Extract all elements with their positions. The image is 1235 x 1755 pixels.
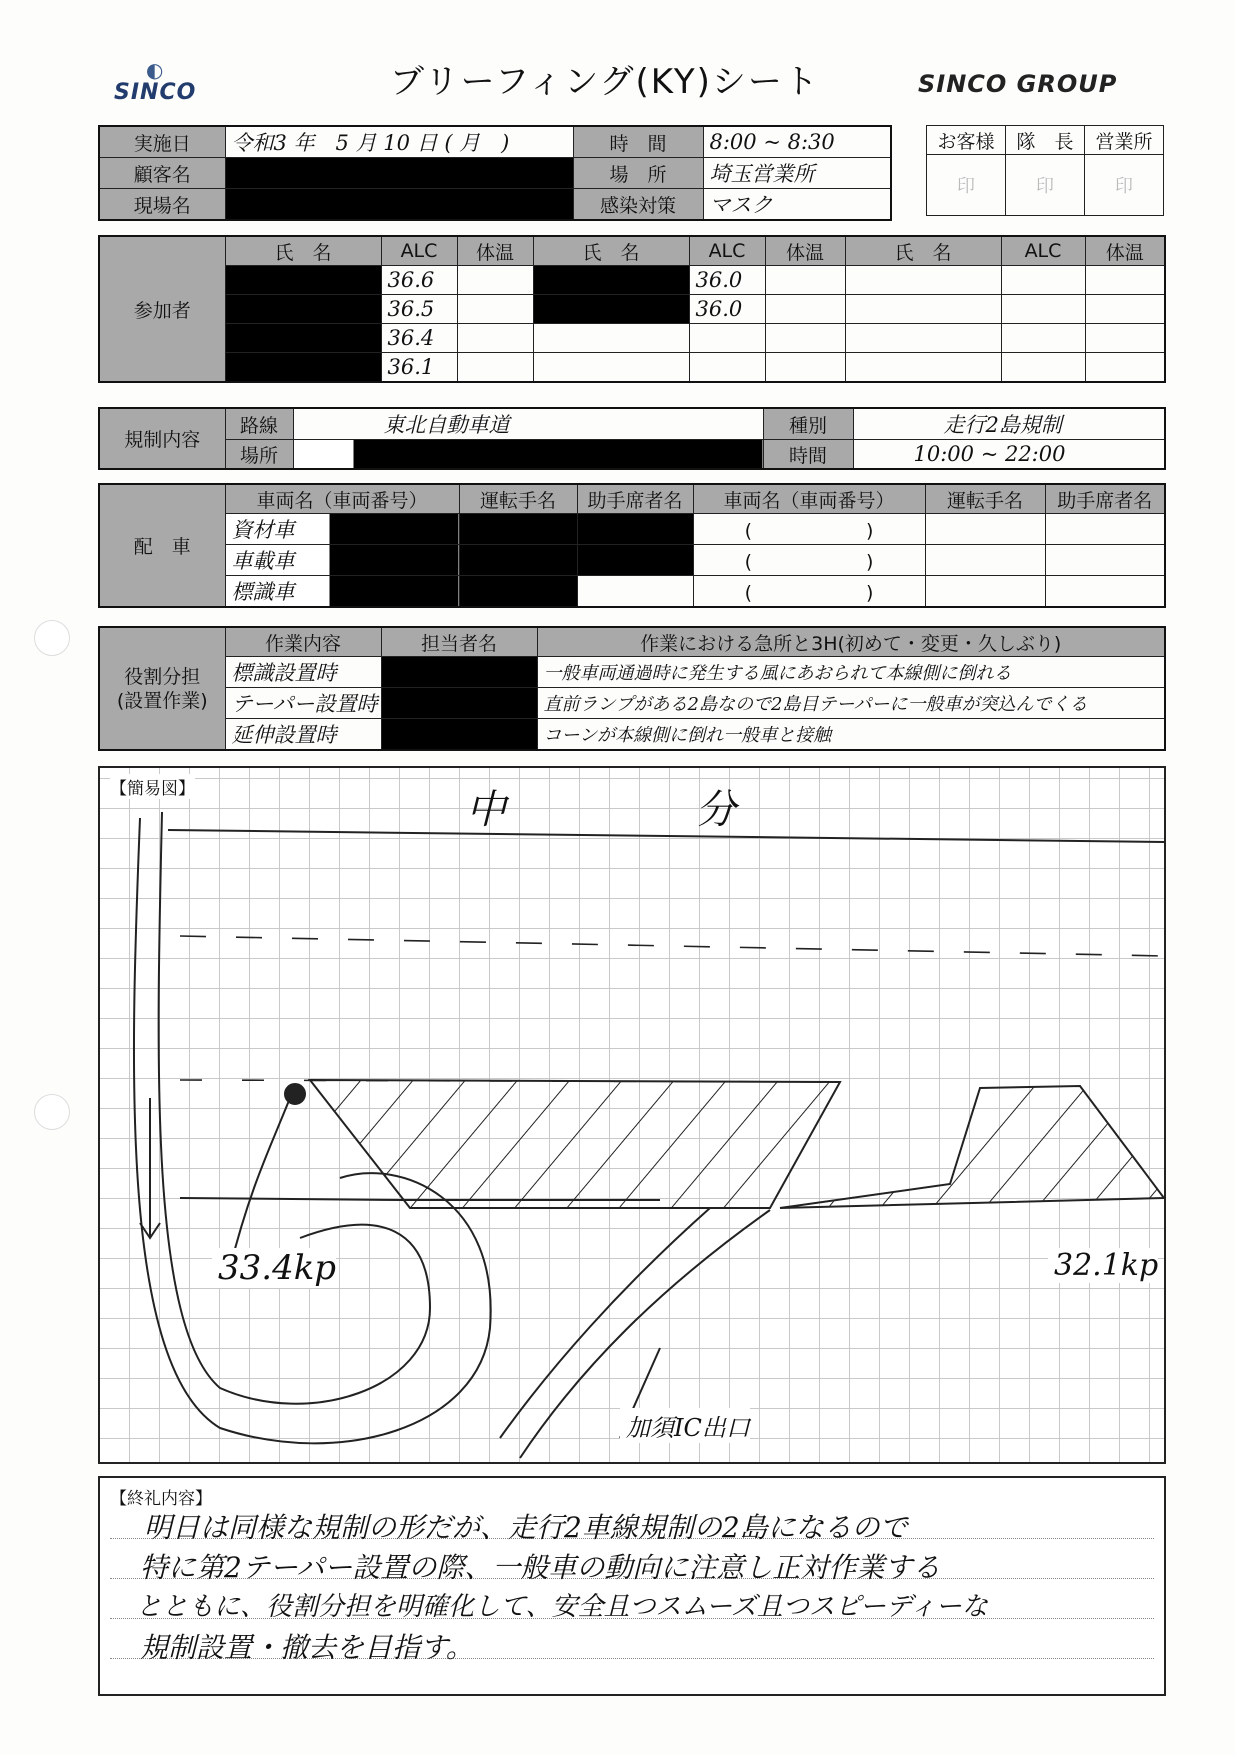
approval-office-label: 営業所 bbox=[1085, 126, 1164, 155]
regulation-table bbox=[98, 407, 1166, 470]
stamp-office: 印 bbox=[1085, 155, 1164, 216]
diagram-text-naka: 中 bbox=[466, 787, 506, 833]
role-task: 標識設置時 bbox=[225, 657, 381, 688]
assistant-redacted bbox=[577, 545, 693, 576]
diagram-panel bbox=[98, 766, 1166, 1464]
stamp-leader: 印 bbox=[1006, 155, 1085, 216]
col-assistant-2: 助手席者名 bbox=[1045, 484, 1165, 514]
dispatch-label: 配 車 bbox=[99, 484, 225, 607]
date-value: 令和3 年 5 月 10 日 ( 月 ) bbox=[225, 126, 573, 158]
driver-redacted bbox=[459, 514, 577, 545]
col-name-2: 氏 名 bbox=[533, 236, 689, 266]
closing-line: 明日は同様な規制の形だが、走行2車線規制の2島になるので bbox=[144, 1511, 908, 1544]
col-temp-1: 体温 bbox=[457, 236, 533, 266]
approval-customer-label: お客様 bbox=[927, 126, 1006, 155]
role-hazard: コーンが本線側に倒れ一般車と接触 bbox=[537, 719, 1165, 751]
customer-value-redacted bbox=[225, 158, 573, 189]
taper-1 bbox=[310, 1080, 840, 1208]
exit-label: 加須IC出口 bbox=[620, 1408, 750, 1443]
assistant-cell bbox=[577, 576, 693, 608]
roles-label-line2: (設置作業) bbox=[116, 689, 208, 712]
kp-pointer bbox=[230, 1098, 290, 1268]
kp-left-label: 33.4kp bbox=[212, 1248, 336, 1288]
role-person-redacted bbox=[381, 719, 537, 751]
roles-label-line1: 役割分担 bbox=[124, 665, 201, 688]
participant-alc: 36.1 bbox=[381, 353, 457, 383]
info-table bbox=[98, 125, 892, 221]
punch-hole-bottom bbox=[34, 1094, 70, 1130]
closing-line: 規制設置・撤去を目指す。 bbox=[140, 1631, 474, 1664]
participant-name-redacted bbox=[533, 295, 689, 324]
site-value-redacted bbox=[225, 189, 573, 221]
stamp-customer: 印 bbox=[927, 155, 1006, 216]
logo-globe-icon: ◐ bbox=[146, 58, 164, 82]
vehicle-cell bbox=[225, 514, 459, 545]
approval-table bbox=[926, 125, 1164, 216]
site-label: 現場名 bbox=[99, 189, 225, 221]
col-task: 作業内容 bbox=[225, 627, 381, 657]
col-person: 担当者名 bbox=[381, 627, 537, 657]
participant-alc: 36.6 bbox=[381, 266, 457, 295]
approval-leader-label: 隊 長 bbox=[1006, 126, 1085, 155]
col-temp-3: 体温 bbox=[1085, 236, 1165, 266]
col-alc-3: ALC bbox=[1001, 236, 1085, 266]
closing-line: とともに、役割分担を明確化して、安全且つスムーズ且つスピーディーな bbox=[136, 1592, 988, 1622]
place-label: 場 所 bbox=[573, 158, 703, 189]
route-value: 東北自動車道 bbox=[293, 408, 763, 440]
participant-name-redacted bbox=[225, 324, 381, 353]
roles-label bbox=[99, 627, 225, 750]
assistant-redacted bbox=[577, 514, 693, 545]
col-vehicle-1: 車両名（車両番号） bbox=[225, 484, 459, 514]
driver-redacted bbox=[459, 576, 577, 608]
reg-time-label: 時間 bbox=[763, 440, 853, 470]
closing-label: 【終礼内容】 bbox=[110, 1489, 212, 1509]
logo-left-text: SINCO bbox=[114, 80, 197, 105]
page-title: ブリーフィング(KY)シート bbox=[390, 62, 820, 102]
diagram-text-bun: 分 bbox=[696, 787, 736, 833]
location-value-redacted bbox=[293, 440, 763, 470]
role-hazard: 直前ランプがある2島なので2島目テーパーに一般車が突込んでくる bbox=[537, 688, 1165, 719]
sinco-logo bbox=[108, 58, 218, 110]
vehicle-number-blank: ( ) bbox=[693, 514, 925, 545]
exit-ramp-2 bbox=[500, 1208, 710, 1438]
participant-alc: 36.0 bbox=[689, 295, 765, 324]
roles-table bbox=[98, 626, 1166, 751]
regulation-label: 規制内容 bbox=[99, 408, 225, 469]
col-alc-1: ALC bbox=[381, 236, 457, 266]
closing-line: 特に第2テーパー設置の際、一般車の動向に注意し正対作業する bbox=[140, 1551, 941, 1584]
sinco-group-logo: SINCO GROUP bbox=[918, 70, 1118, 98]
col-hazard: 作業における急所と3H(初めて・変更・久しぶり) bbox=[537, 627, 1165, 657]
participants-label: 参加者 bbox=[99, 236, 225, 382]
role-hazard: 一般車両通過時に発生する風にあおられて本線側に倒れる bbox=[537, 657, 1165, 688]
vehicle-name: 資材車 bbox=[231, 518, 295, 542]
dispatch-table bbox=[98, 483, 1166, 608]
time-value: 8:00 ~ 8:30 bbox=[703, 126, 891, 158]
col-name-1: 氏 名 bbox=[225, 236, 381, 266]
taper-2 bbox=[780, 1086, 1164, 1208]
reg-time-value: 10:00 ~ 22:00 bbox=[853, 440, 1165, 470]
participant-name-redacted bbox=[533, 266, 689, 295]
customer-label: 顧客名 bbox=[99, 158, 225, 189]
kp-right-label: 32.1kp bbox=[1048, 1248, 1158, 1283]
date-label: 実施日 bbox=[99, 126, 225, 158]
vehicle-name: 標識車 bbox=[231, 580, 295, 604]
infection-label: 感染対策 bbox=[573, 189, 703, 221]
median-line bbox=[168, 830, 1164, 842]
role-task: テーパー設置時 bbox=[225, 688, 381, 719]
participant-alc: 36.0 bbox=[689, 266, 765, 295]
col-name-3: 氏 名 bbox=[845, 236, 1001, 266]
col-vehicle-2: 車両名（車両番号） bbox=[693, 484, 925, 514]
role-person-redacted bbox=[381, 688, 537, 719]
participant-alc: 36.5 bbox=[381, 295, 457, 324]
road-sketch bbox=[100, 768, 1164, 1462]
route-label: 路線 bbox=[225, 408, 293, 440]
infection-value: マスク bbox=[703, 189, 891, 221]
diagram-label: 【簡易図】 bbox=[110, 774, 195, 799]
time-label: 時 間 bbox=[573, 126, 703, 158]
type-label: 種別 bbox=[763, 408, 853, 440]
participant-name-redacted bbox=[225, 295, 381, 324]
punch-hole-top bbox=[34, 620, 70, 656]
col-driver-1: 運転手名 bbox=[459, 484, 577, 514]
participants-table bbox=[98, 235, 1166, 383]
cone-marker bbox=[285, 1084, 305, 1104]
type-value: 走行2島規制 bbox=[853, 408, 1165, 440]
col-driver-2: 運転手名 bbox=[925, 484, 1045, 514]
role-person-redacted bbox=[381, 657, 537, 688]
participant-name-redacted bbox=[225, 266, 381, 295]
vehicle-number-blank: ( ) bbox=[693, 576, 925, 608]
vehicle-cell bbox=[225, 576, 459, 608]
vehicle-number-blank: ( ) bbox=[693, 545, 925, 576]
vehicle-name: 車載車 bbox=[231, 549, 295, 573]
place-value: 埼玉営業所 bbox=[703, 158, 891, 189]
col-alc-2: ALC bbox=[689, 236, 765, 266]
location-label: 場所 bbox=[225, 440, 293, 470]
participant-name-redacted bbox=[225, 353, 381, 383]
driver-redacted bbox=[459, 545, 577, 576]
participant-alc: 36.4 bbox=[381, 324, 457, 353]
lane-dash-line-1 bbox=[180, 936, 1164, 956]
col-temp-2: 体温 bbox=[765, 236, 845, 266]
vehicle-cell bbox=[225, 545, 459, 576]
closing-panel bbox=[98, 1476, 1166, 1696]
role-task: 延伸設置時 bbox=[225, 719, 381, 751]
col-assistant-1: 助手席者名 bbox=[577, 484, 693, 514]
